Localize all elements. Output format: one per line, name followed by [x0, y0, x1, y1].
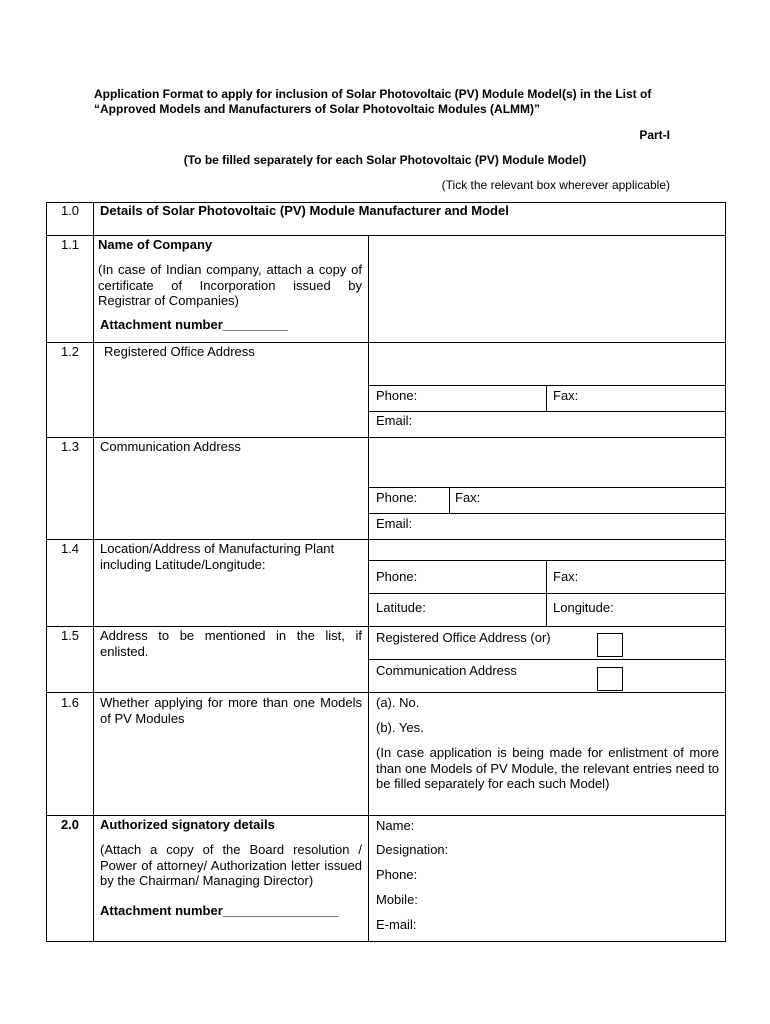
registered-office-input[interactable]: [369, 343, 725, 385]
attachment-number: Attachment number________________: [100, 903, 339, 918]
signatory-designation-label[interactable]: Designation:: [376, 842, 449, 857]
table-border-right: [725, 202, 726, 942]
row-separator: [46, 692, 726, 693]
signatory-email-label[interactable]: E-mail:: [376, 917, 417, 932]
cell-separator: [546, 385, 547, 411]
phone-label[interactable]: Phone:: [376, 388, 418, 403]
cell-separator: [368, 513, 726, 514]
signatory-mobile-label[interactable]: Mobile:: [376, 892, 418, 907]
communication-address-label: Communication Address: [100, 439, 241, 454]
attachment-number: Attachment number_________: [100, 317, 288, 332]
row-number: 1.4: [60, 541, 80, 556]
company-name-description: (In case of Indian company, attach a copy of certificate of Incorporation issued by Registrar of Companies): [98, 262, 362, 308]
fax-label[interactable]: Fax:: [553, 388, 579, 403]
registered-office-checkbox[interactable]: [597, 633, 623, 657]
phone-label[interactable]: Phone:: [376, 490, 418, 505]
communication-address-checkbox[interactable]: [597, 667, 623, 691]
list-address-label: Address to be mentioned in the list, if enlisted.: [100, 628, 362, 659]
form-note: (Tick the relevant box wherever applicable): [441, 178, 670, 192]
cell-separator: [449, 487, 450, 513]
registered-office-option: Registered Office Address (or): [376, 630, 551, 645]
row-number: 2.0: [60, 817, 80, 832]
company-name-input[interactable]: [369, 236, 725, 342]
signatory-heading: Authorized signatory details: [100, 817, 275, 832]
row-number: 1.1: [60, 237, 80, 252]
registered-office-label: Registered Office Address: [104, 344, 255, 359]
cell-separator: [368, 560, 726, 561]
multiple-models-label: Whether applying for more than one Models of PV Modules: [100, 695, 362, 726]
row-number: 1.2: [60, 344, 80, 359]
row-number: 1.5: [60, 628, 80, 643]
signatory-description: (Attach a copy of the Board resolution / Power of attorney/ Authorization letter issued by the Chairman/ Managing Director): [100, 842, 362, 888]
plant-location-input[interactable]: [369, 540, 725, 560]
section-heading: Details of Solar Photovoltaic (PV) Module Manufacturer and Model: [100, 203, 509, 218]
form-title: Application Format to apply for inclusion of Solar Photovoltaic (PV) Module Model(s) in the List of “Approved Models and Manufacturers of Solar Photovoltaic Modules (ALMM)”: [94, 87, 652, 116]
cell-separator: [368, 411, 726, 412]
row-number: 1.6: [60, 695, 80, 710]
phone-label[interactable]: Phone:: [376, 569, 418, 584]
communication-address-option: Communication Address: [376, 663, 517, 678]
longitude-label[interactable]: Longitude:: [553, 600, 614, 615]
plant-location-label: Location/Address of Manufacturing Plant including Latitude/Longitude:: [100, 541, 335, 572]
email-label[interactable]: Email:: [376, 516, 413, 531]
table-border-bottom: [46, 941, 726, 942]
signatory-name-label[interactable]: Name:: [376, 818, 415, 833]
row-number: 1.0: [60, 203, 80, 218]
option-no[interactable]: (a). No.: [376, 695, 420, 710]
cell-separator: [368, 487, 726, 488]
signatory-phone-label[interactable]: Phone:: [376, 867, 418, 882]
cell-separator: [546, 560, 547, 626]
row-number: 1.3: [60, 439, 80, 454]
fax-label[interactable]: Fax:: [455, 490, 481, 505]
cell-separator: [368, 659, 726, 660]
form-subtitle: (To be filled separately for each Solar Photovoltaic (PV) Module Model): [183, 153, 587, 167]
cell-separator: [368, 385, 726, 386]
cell-separator: [368, 593, 726, 594]
part-label: Part-I: [639, 128, 670, 142]
latitude-label[interactable]: Latitude:: [376, 600, 426, 615]
multiple-models-note: (In case application is being made for enlistment of more than one Models of PV Module, the relevant entries need to be filled separately for each such Model): [376, 745, 719, 791]
row-separator: [46, 626, 726, 627]
option-yes[interactable]: (b). Yes.: [376, 720, 424, 735]
email-label[interactable]: Email:: [376, 413, 413, 428]
fax-label[interactable]: Fax:: [553, 569, 579, 584]
company-name-label: Name of Company: [98, 237, 213, 252]
communication-address-input[interactable]: [369, 438, 725, 487]
row-separator: [46, 815, 726, 816]
number-column-divider: [93, 202, 94, 942]
